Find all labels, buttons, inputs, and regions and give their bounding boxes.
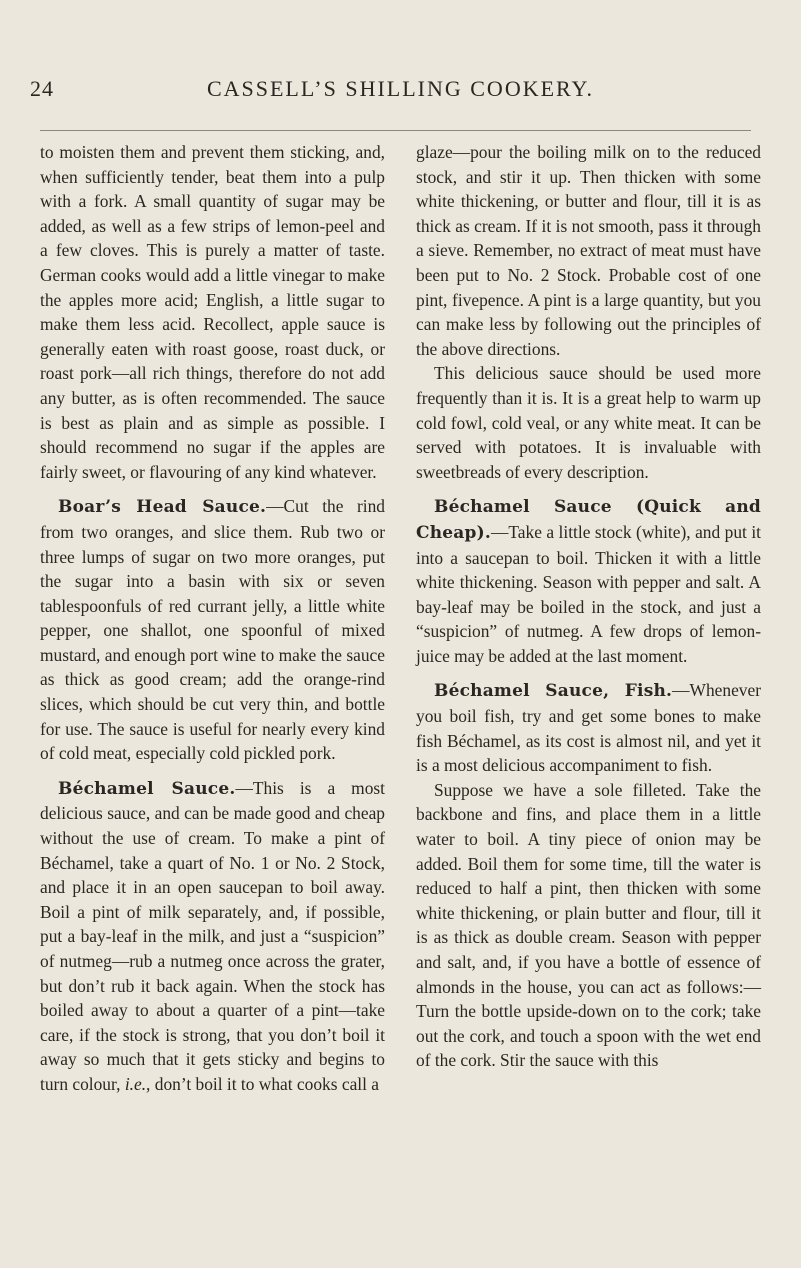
left-column xyxy=(40,140,385,1240)
right-column xyxy=(416,140,761,1240)
apple-sauce-continuation: to moisten them and prevent them sticking, and, when sufficiently tender, beat them into a pulp with a fork. A small quantity of sugar may be added, as well as a few strips of lemon-peel and a few cloves. This is purely a matter of taste. German cooks would add a little vinegar to make the apples more acid; English, a little sugar to make them less acid. Recollect, apple sauce is generally eaten with roast goose, roast duck, or roast pork—all rich things, therefore do not add any butter, as is often recommended. The sauce is best as plain and as simple as possible. I should recommend no sugar if the apples are fairly sweet, or flavouring of any kind whatever. xyxy=(40,142,385,482)
running-title: CASSELL’S SHILLING COOKERY. xyxy=(206,76,595,101)
bechamel-usage-paragraph: This delicious sauce should be used more frequently than it is. It is a great help to warm up cold fowl, cold veal, or any white meat. It can be served with potatoes. It is invaluable with sweetbreads of every description. xyxy=(416,363,761,482)
bechamel-quick-heading: Béchamel Sauce (Quick and Cheap). xyxy=(416,497,761,543)
boar-head-sauce-paragraph xyxy=(40,494,385,766)
bechamel-continuation: glaze—pour the boiling milk on to the reduced stock, and stir it up. Then thicken with some white thickening, or butter and flour, till it is as thick as cream. If it is not smooth, pass it through a sieve. Remember, no extract of meat must have been put to No. 2 Stock. Probable cost of one pint, fivepence. A pint is a large quantity, but you can make less by following out the principles of the above directions. xyxy=(416,142,761,359)
boar-head-sauce-heading: Boar’s Head Sauce. xyxy=(58,497,267,518)
ie-abbrev: i.e., xyxy=(124,1073,151,1094)
bechamel-quick-body: —Take a little stock (white), and put it into a saucepan to boil. Thicken it with a little white thickening. Season with pepper and salt. A bay-leaf may be boiled in the stock, and just a “suspicion” of nutmeg. A few drops of lemon-juice may be added at the last moment. xyxy=(416,521,761,666)
bechamel-fish-paragraph xyxy=(416,678,761,777)
bechamel-fish-body: —Whenever you boil fish, try and get some bones to make fish Béchamel, as its cost is almost nil, and yet it is a most delicious accompaniment to fish. xyxy=(416,680,761,776)
bechamel-quick-paragraph xyxy=(416,494,761,668)
boar-head-sauce-body: —Cut the rind from two oranges, and slice them. Rub two or three lumps of sugar on two more oranges, put the sugar into a basin with six or seven tablespoonfuls of red currant jelly, a little white pepper, one shallot, one spoonful of mixed mustard, and enough port wine to make the sauce as thick as good cream; add the orange-rind slices, which should be cut very thin, and bottle for use. The sauce is useful for nearly every kind of cold meat, especially cold pickled pork. xyxy=(40,496,385,764)
bechamel-sauce-body: —This is a most delicious sauce, and can be made good and cheap without the use of cream. To make a pint of Béchamel, take a quart of No. 1 or No. 2 Stock, and place it in an open saucepan to boil away. Boil a pint of milk separately, and, if possible, put a bay-leaf in the milk, and just a “suspicion” of nutmeg—rub a nutmeg once across the grater, but don’t rub it back again. When the stock has boiled away to about a quarter of a pint—take care, if the stock is strong, that you don’t boil it away so much that it gets sticky and begins to turn colour, xyxy=(40,777,385,1094)
bechamel-fish-method: Suppose we have a sole filleted. Take the backbone and fins, and place them in a little water to boil. A tiny piece of onion may be added. Boil them for some time, till the water is reduced to half a pint, then thicken with some white thickening, or plain butter and flour, till it is as thick as double cream. Season with pepper and salt, and, if you have a bottle of essence of almonds in the house, you can act as follows:—Turn the bottle upside-down on to the cork; take out the cork, and touch a spoon with the wet end of the cork. Stir the sauce with this xyxy=(416,779,761,1071)
bechamel-sauce-tail: don’t boil it to what cooks call a xyxy=(150,1073,380,1094)
page-header xyxy=(30,76,771,116)
bechamel-sauce-paragraph xyxy=(40,776,385,1097)
header-rule xyxy=(40,130,751,131)
bechamel-sauce-heading: Béchamel Sauce. xyxy=(58,778,236,799)
page-number: 24 xyxy=(30,76,54,101)
bechamel-fish-heading: Béchamel Sauce, Fish. xyxy=(434,681,673,702)
